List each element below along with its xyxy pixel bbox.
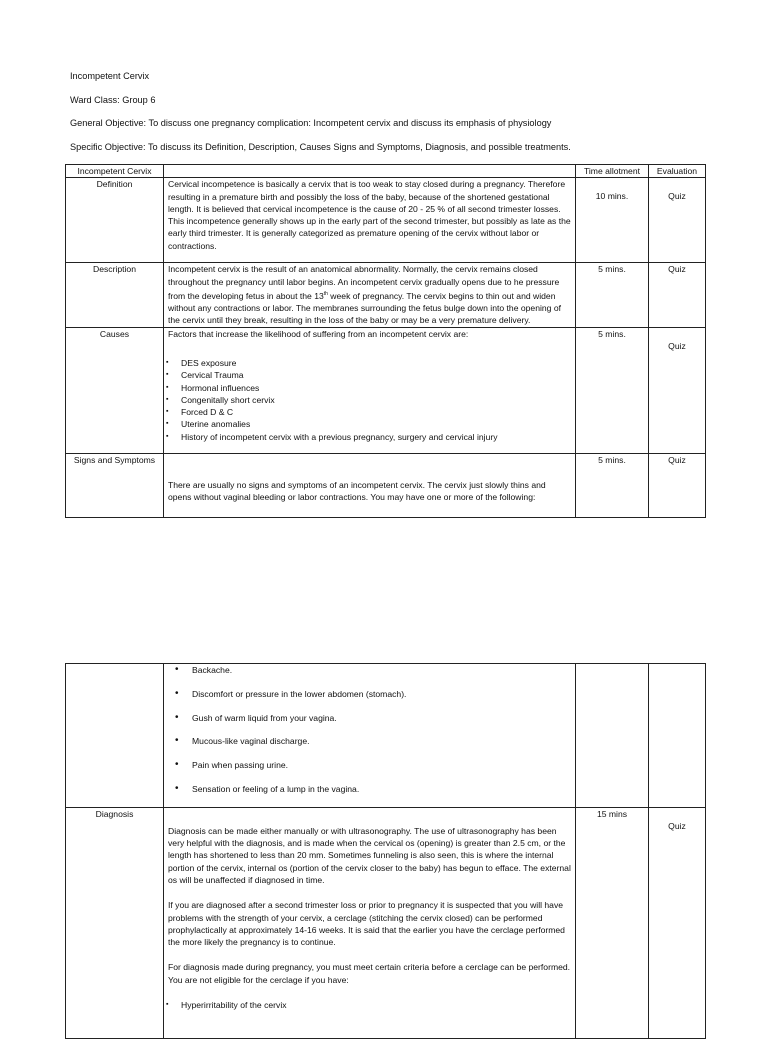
general-objective: General Objective: To discuss one pregnancy complication: Incompetent cervix and discuss its emphasis of physiology (70, 118, 552, 128)
topic-diagnosis: Diagnosis (66, 807, 164, 1038)
diagnosis-paragraph-1: Diagnosis can be made either manually or with ultrasonography. The use of ultrasonography has been very helpful with the diagnosis, and is made when the cervical os (opening) is greater than 2.5 cm, or the length has shortened to less than 20 mm. Sometimes funneling is also seen, this is where the internal portion of the cervix, internal os (portion of the cervix closer to the baby) has begun to efface. The external os will be unaffected if diagnosed in time. (168, 825, 571, 885)
evaluation-description: Quiz (649, 263, 706, 327)
column-header-evaluation: Evaluation (649, 165, 706, 178)
description-text-1: Incompetent cervix is the result of an anatomical abnormality. Normally, the cervix remains closed throughout the pregnancy until labor begins. An incompetent cervix gradually opens due to he pressure from the developing fetus in about the 13 (168, 264, 560, 301)
list-item: • Discomfort or pressure in the lower abdomen (stomach). (168, 688, 571, 700)
topic-definition: Definition (66, 178, 164, 263)
evaluation-causes: Quiz (649, 327, 706, 453)
lesson-plan-table (65, 164, 706, 518)
table-row-diagnosis (66, 807, 706, 1038)
topic-description: Description (66, 263, 164, 327)
document-title: Incompetent Cervix (70, 71, 150, 81)
content-causes (164, 327, 576, 453)
column-header-topic: Incompetent Cervix (66, 165, 164, 178)
table-row-description (66, 263, 706, 327)
column-header-time: Time allotment (576, 165, 649, 178)
list-item: • Mucous-like vaginal discharge. (168, 735, 571, 747)
evaluation-empty (649, 664, 706, 808)
list-item: ▪ Cervical Trauma (168, 369, 571, 381)
ward-class: Ward Class: Group 6 (70, 95, 156, 105)
topic-causes: Causes (66, 327, 164, 453)
causes-intro: Factors that increase the likelihood of suffering from an incompetent cervix are: (168, 328, 469, 339)
time-signs: 5 mins. (576, 453, 649, 517)
specific-objective: Specific Objective: To discuss its Definition, Description, Causes Signs and Symptoms, Diagnosis, and possible treatments. (70, 142, 571, 152)
list-item: • Pain when passing urine. (168, 759, 571, 771)
evaluation-signs: Quiz (649, 453, 706, 517)
description-superscript: th (323, 290, 328, 297)
list-item: ▪ History of incompetent cervix with a previous pregnancy, surgery and cervical injury (168, 431, 571, 443)
topic-signs: Signs and Symptoms (66, 453, 164, 517)
evaluation-diagnosis: Quiz (649, 807, 706, 1038)
table-row-causes (66, 327, 706, 453)
time-causes: 5 mins. (576, 327, 649, 453)
list-item: ▪ DES exposure (168, 357, 571, 369)
topic-empty (66, 664, 164, 808)
description-text-2: week of pregnancy. The cervix begins to thin out and widen without any contractions or labor. The membranes surrounding the fetus bulge down into the opening of the cervix until they break, resulting in the loss of the baby or may be a very premature delivery. (168, 290, 562, 326)
list-item: • Backache. (168, 664, 571, 676)
list-item: ▪ Hyperirritability of the cervix (168, 999, 571, 1011)
diagnosis-paragraph-3: For diagnosis made during pregnancy, you must meet certain criteria before a cerclage can be performed. You are not eligible for the cerclage if you have: (168, 962, 571, 985)
signs-text: There are usually no signs and symptoms of an incompetent cervix. The cervix just slowly thins and opens without vaginal bleeding or labor contractions. You may have one or more of the following: (168, 479, 546, 502)
table-row-signs (66, 453, 706, 517)
diagnosis-paragraph-2: If you are diagnosed after a second trimester loss or prior to pregnancy it is suspected that you will have problems with the strength of your cervix, a cerclage (stitching the cervix closed) can be performed prophylactically at approximately 14-16 weeks. It is said that the earlier you have the cerclage performed the more likely the pregnancy is to continue. (168, 900, 565, 948)
list-item: ▪ Uterine anomalies (168, 418, 571, 430)
content-symptoms (164, 664, 576, 808)
list-item: • Gush of warm liquid from your vagina. (168, 712, 571, 724)
evaluation-definition: Quiz (649, 178, 706, 263)
column-header-content (164, 165, 576, 178)
table-row-definition (66, 178, 706, 263)
list-item: • Sensation or feeling of a lump in the vagina. (168, 783, 571, 795)
lesson-plan-table-continued (65, 663, 706, 1039)
causes-list (168, 357, 571, 443)
content-diagnosis (164, 807, 576, 1038)
time-empty (576, 664, 649, 808)
time-description: 5 mins. (576, 263, 649, 327)
list-item: ▪ Congenitally short cervix (168, 394, 571, 406)
table-row-symptoms (66, 664, 706, 808)
content-signs (164, 453, 576, 517)
content-definition: Cervical incompetence is basically a cervix that is too weak to stay closed during a pregnancy. Therefore resulting in a premature birth and possibly the loss of the baby, because of the shortened gestational length. It is believed that cervical incompetence is the cause of 20 - 25 % of all second trimester losses. This incompetence generally shows up in the early part of the second trimester, but possibly as late as the early third trimester. It is generally categorized as premature opening of the cervix without labor or contractions. (164, 178, 576, 263)
list-item: ▪ Forced D & C (168, 406, 571, 418)
table-header-row (66, 165, 706, 178)
list-item: ▪ Hormonal influences (168, 382, 571, 394)
content-description (164, 263, 576, 327)
time-diagnosis: 15 mins (576, 807, 649, 1038)
time-definition: 10 mins. (576, 178, 649, 263)
diagnosis-list (168, 999, 571, 1011)
symptoms-list (168, 664, 571, 795)
